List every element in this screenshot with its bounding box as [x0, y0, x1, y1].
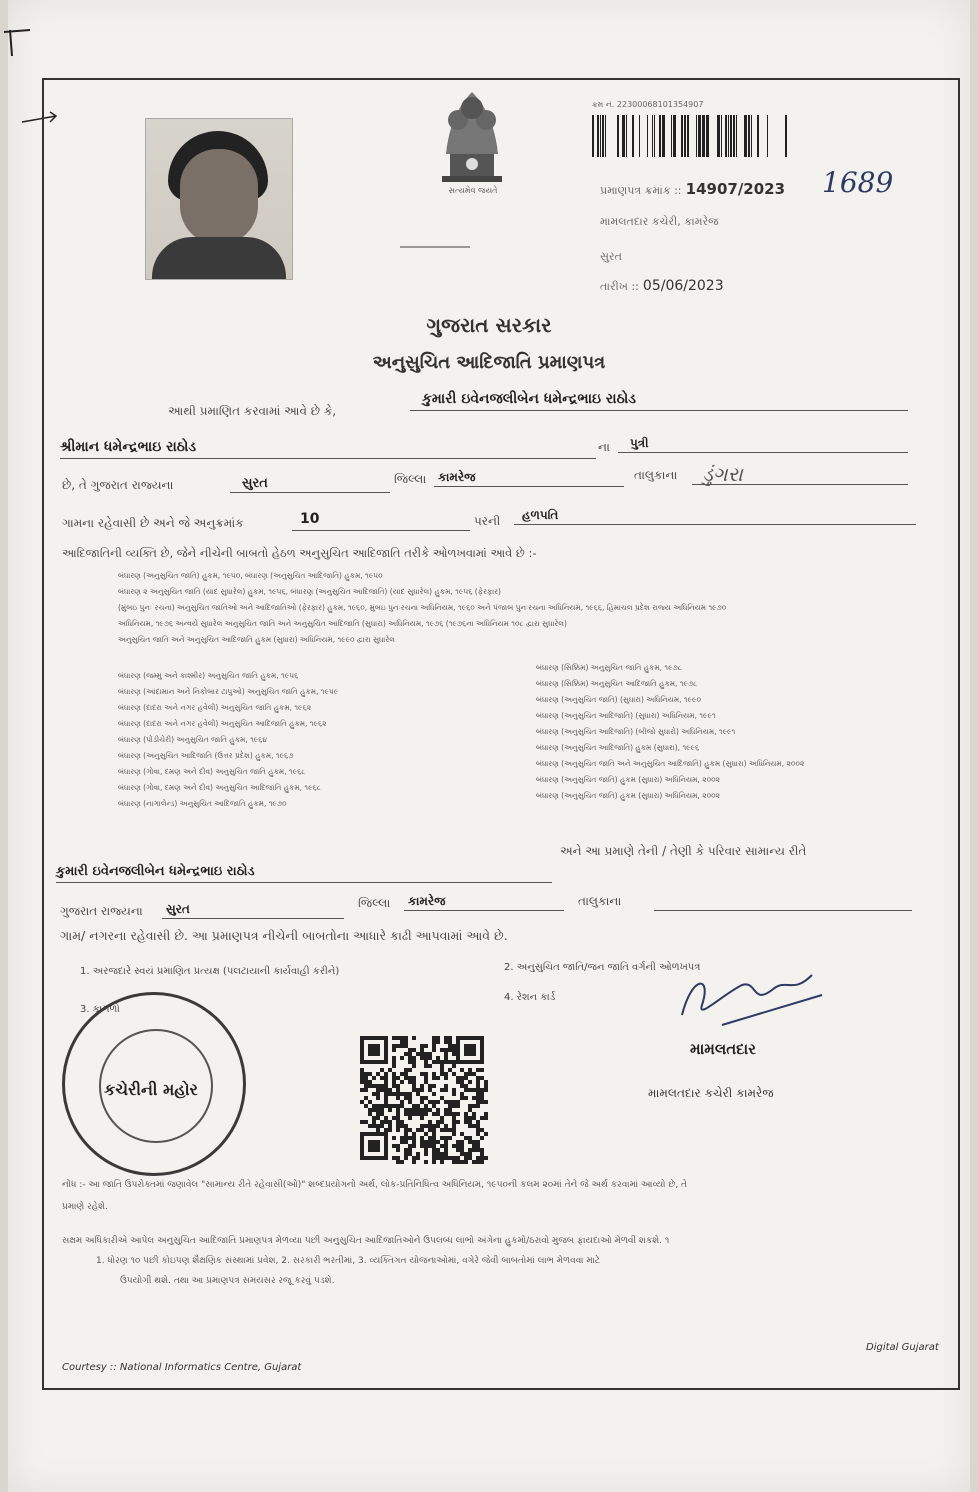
orders-left-list: [118, 668, 338, 812]
certificate-number-label: પ્રમાણપત્ર ક્રમાંક ::: [600, 184, 682, 197]
document-item-4: 4. રેશન કાર્ડ: [504, 992, 556, 1003]
list-item: બંધારણ (સિક્કિમ) અનુસુચિત જાતિ હુકમ, ૧૯૭૮: [536, 663, 682, 672]
list-item: બંધારણ (અનુસુચિત જાતિ) હુકમ, ૧૯૫૦, બંધારણ (અનુસુચિત આદિજાતિ) હુકમ, ૧૯૫૦: [118, 571, 383, 580]
national-emblem-icon: [432, 84, 512, 192]
divider-line: [400, 246, 470, 248]
document-item-2: 2. અનુસુચિત જાતિ/જન જાતિ વર્ગની ઓળખપત્ર: [504, 962, 701, 973]
village-label: ગામના રહેવાસી છે અને જે અનુક્રમાંક: [62, 516, 244, 530]
list-item: બંધારણ (અનુસુચિત આદિજાતિ (ઉત્તર પ્રદેશ) હુકમ, ૧૯૬૭: [118, 751, 294, 760]
list-item: બંધારણ (પોંડીચેરી) અનુસુચિત જાતિ હુકમ, ૧૯૬૪: [118, 735, 268, 744]
issue-date: 05/06/2023: [642, 278, 724, 294]
qr-code-icon: [360, 1036, 488, 1164]
seal-text: કચેરીની મહોર: [104, 1080, 198, 1099]
applicant-name: કુમારી ઇવેનજલીબેન ધમેન્દ્રભાઇ રાઠોડ: [422, 391, 636, 407]
taluka-field: [692, 462, 908, 485]
relation-value: પુત્રી: [630, 436, 649, 450]
list-item: (મુંબઇ પુનઃ રચના) અનુસુચિત જાતિઓ અને આદિજાતિઓ (ફેરફાર) હુકમ, ૧૯૬૦, મુંબઇ પુનઃરચના અધિનિયમ, ૧૯૬૦ અને પંજાબ પુનઃરચના અધિનિયમ, ૧૯૬૬, હિમાચલ પ્રદેશ રાજ્ય અધિનિયમ ૧૯૭૦: [118, 603, 727, 612]
list-item: બંધારણ (નાગાલેન્ડ) અનુસુચિત આદિજાતિ હુકમ, ૧૯૭૦: [118, 799, 287, 808]
list-item: બંધારણ (અનુસુચિત જાતિ) (સુધારા) અધિનિયમ, ૧૯૯૦: [536, 695, 701, 704]
residence-name-field: [56, 860, 552, 883]
note-2: સક્ષમ અધિકારીએ આપેલ અનુસુચિત આદિજાતિ પ્રમાણપત્ર મેળવ્યા પછી અનુસુચિત આદિજાતિઓને ઉપલબ્ધ લાભો અંગેના હુકમો/ઠરાવો મુજબ ફાયદાઓ મેળવી શકશે. ૧: [62, 1236, 670, 1246]
certify-label: આથી પ્રમાણિત કરવામાં આવે છે કે,: [168, 404, 337, 418]
issue-date-label: તારીખ ::: [600, 280, 639, 293]
serial-number: 10: [300, 511, 320, 527]
residence-state-label: ગુજરાત રાજ્યના: [60, 904, 143, 918]
district-value: કામરેજ: [438, 470, 476, 484]
basis-text: ગામ/ નગરના રહેવાસી છે. આ પ્રમાણપત્ર નીચેની બાબતોના આધારે કાઢી આપવામાં આવે છે.: [60, 928, 508, 943]
taluka-value: ડુંગરા: [702, 462, 743, 486]
list-item: બંધારણ (ગોવા, દમણ અને દીવ) અનુસુચિત આદિજાતિ હુકમ, ૧૯૬૮: [118, 783, 321, 792]
list-item: અનુસુચિત જાતિ અને અનુસુચિત આદિજાતિ હુકમ (સુધારા) અધિનિયમ, ૧૯૯૦ દ્વારા સુધારેલ: [118, 635, 395, 644]
list-item: બંધારણ (દાદરા અને નગર હવેલી) અનુસુચિત જાતિ હુકમ, ૧૯૬૨: [118, 703, 312, 712]
list-item: બંધારણ (સિક્કિમ) અનુસુચિત આદિજાતિ હુકમ, ૧૯૭૮: [536, 679, 698, 688]
list-item: બંધારણ (અનુસુચિત આદિજાતિ) (બીજો સુધારો) અધિનિયમ, ૧૯૯૧: [536, 727, 736, 736]
residence-district-field: [404, 890, 564, 911]
barcode-number: ક્રમ નં. 22300068101354907: [592, 100, 704, 109]
relation-label: ના: [598, 440, 610, 454]
pen-mark-icon: [0, 28, 40, 58]
father-field: [60, 436, 596, 459]
residence-district-label: જિલ્લા: [358, 896, 391, 910]
name-field: [410, 388, 908, 411]
residence-state-field: [162, 898, 344, 919]
note-3: 1. ધોરણ ૧૦ પછી કોઇપણ શૈક્ષણિક સંસ્થામાં પ્રવેશ, 2. સરકારી ભરતીમાં, 3. વ્યક્તિગત યોજનાઓમાં, વગેરે જેવી બાબતોમાં લાભ મેળવવા માટે: [96, 1256, 601, 1266]
barcode-icon: [592, 115, 787, 157]
document-item-1: 1. અરજદારે સ્વયં પ્રમાણિત પ્રત્યક્ષ (પલટાયાની કાર્યવાહી કરીને): [80, 966, 340, 977]
signature-icon: [662, 955, 842, 1035]
orders-right-list: [536, 660, 804, 804]
issuing-office: મામલતદાર કચેરી, કામરેજ: [600, 215, 719, 228]
government-title: ગુજરાત સરકાર: [426, 313, 552, 337]
list-item: અધિનિયમ, ૧૯૭૬ અન્વયે સુધારેલ અનુસુચિત જાતિ અને અનુસુચિત આદિજાતિ (સુધારા) અધિનિયમ, ૧૯૭૬ (૧૯૭૬ના અધિનિયમ ૧૦૮ દ્વારા સુધારેલ): [118, 619, 567, 628]
tribe-intro: આદિજાતિની વ્યક્તિ છે, જેને નીચેની બાબતો હેઠળ અનુસુચિત આદિજાતિ તરીકે ઓળખવામાં આવે છે :-: [62, 546, 537, 560]
document-item-3: 3. કાગળો: [80, 1004, 120, 1015]
note-1: નોંધ :- આ જાતિ ઉપરોક્તમાં જણાવેલ "સામાન્ય રીતે રહેવાસી(ઓ)" શબ્દપ્રયોગનો અર્થ, લોક-પ્રતિનિધિત્વ અધિનિયમ, ૧૯૫૦ની કલમ ૨૦માં તેને જે અર્થ કરવામાં આવ્યો છે, તે: [62, 1180, 688, 1190]
list-item: બંધારણ (અનુસુચિત જાતિ) હુકમ (સુધારા) અધિનિયમ, ૨૦૦૨: [536, 775, 721, 784]
note-4: ઉપયોગી થશે. તથા આ પ્રમાણપત્ર સમયસર રજૂ કરવું પડશે.: [120, 1276, 335, 1286]
note-1b: પ્રમાણે રહેશે.: [62, 1202, 108, 1212]
list-item: બંધારણ (અનુસુચિત આદિજાતિ) હુકમ (સુધારા), ૧૯૯૬: [536, 743, 700, 752]
issue-date-row: [600, 278, 724, 294]
residence-taluka-field: [654, 892, 912, 911]
residence-and-text: અને આ પ્રમાણે તેની / તેણી કે પરિવાર સામાન્ય રીતે: [560, 844, 807, 858]
list-item: બંધારણ (જમ્મુ અને કાશ્મીર) અનુસુચિત જાતિ હુકમ, ૧૯૫૬: [118, 671, 299, 680]
district-field: [434, 466, 624, 487]
applicant-photo: [145, 118, 293, 280]
courtesy-text: Courtesy :: National Informatics Centre, Gujarat: [62, 1362, 302, 1373]
taluka-label: તાલુકાના: [634, 468, 678, 482]
relation-field: [618, 432, 908, 453]
list-item: બંધારણ (દાદરા અને નગર હવેલી) અનુસુચિત આદિજાતિ હુકમ, ૧૯૬૨: [118, 719, 327, 728]
list-item: બંધારણ (અનુસુચિત આદિજાતિ) (સુધારા) અધિનિયમ, ૧૯૯૧: [536, 711, 716, 720]
state-value: સુરત: [242, 476, 268, 491]
orders-full-list: [118, 568, 726, 648]
certificate-number: 14907/2023: [685, 180, 786, 198]
list-item: બંધારણ (અનુસુચિત જાતિ) હુકમ (સુધારા) અધિનિયમ, ૨૦૦૨: [536, 791, 721, 800]
list-item: બંધારણ (અનુસુચિત જાતિ અને અનુસુચિત આદિજાતિ) હુકમ (સુધારા) અધિનિયમ, ૨૦૦૨: [536, 759, 805, 768]
list-item: બંધારણ (આંદામાન અને નિકોબાર ટાપુઓ) અનુસુચિત જાતિ હુકમ, ૧૯૫૯: [118, 687, 339, 696]
certificate-number-row: [600, 180, 785, 198]
state-field: [230, 472, 390, 493]
caste-value: હળપતિ: [522, 508, 559, 522]
emblem-caption: સત્યમેવ જયતે: [448, 186, 498, 195]
residence-district: કામરેજ: [408, 894, 446, 908]
caste-label: પરની: [474, 514, 501, 528]
issuing-district: સુરત: [600, 250, 622, 263]
residence-state: સુરત: [166, 902, 190, 916]
district-label: જિલ્લા: [394, 472, 427, 486]
caste-field: [514, 504, 916, 525]
residence-taluka-label: તાલુકાના: [578, 894, 622, 908]
digital-gujarat-text: Digital Gujarat: [866, 1342, 939, 1353]
list-item: બંધારણ (ગોવા, દમણ અને દીવ) અનુસુચિત જાતિ હુકમ, ૧૯૬૮: [118, 767, 306, 776]
signatory-office: મામલતદાર કચેરી કામરેજ: [648, 1086, 774, 1100]
handwritten-number: 1689: [822, 166, 894, 199]
list-item: બંધારણ ૨ અનુસુચિત જાતિ (યાદ સુધારેલ) હુકમ, ૧૯૫૬, બંધારણ (અનુસુચિત આદિજાતિ) (યાદ સુધારેલ) હુકમ, ૧૯૫૬ (ફેરફાર): [118, 587, 501, 596]
state-label: છે, તે ગુજરાત રાજ્યના: [62, 478, 174, 492]
serial-field: [292, 508, 470, 531]
signatory-title: મામલતદાર: [690, 1040, 756, 1058]
father-name: શ્રીમાન ધમેન્દ્રભાઇ રાઠોડ: [60, 439, 197, 455]
certificate-title: અનુસુચિત આદિજાતિ પ્રમાણપત્ર: [372, 352, 606, 373]
residence-name: કુમારી ઇવેનજલીબેન ધમેન્દ્રભાઇ રાઠોડ: [56, 864, 255, 879]
